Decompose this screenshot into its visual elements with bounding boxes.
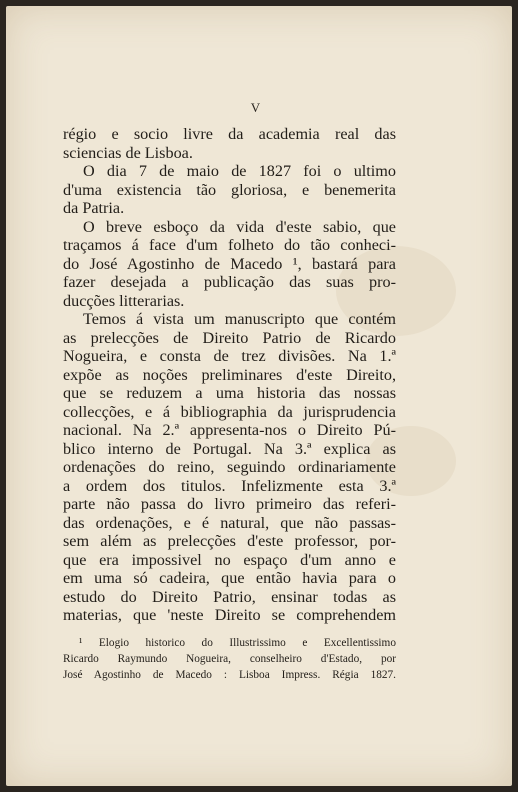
text-line: do José Agostinho de Macedo ¹, bastará para — [63, 254, 396, 273]
text-line: Nogueira, e consta de trez divisões. Na 1.ª — [63, 347, 396, 365]
book-page — [6, 6, 512, 786]
text-line: traçamos á face d'um folheto do tão conheci- — [63, 236, 396, 254]
text-line: estudo do Direito Patrio, ensinar todas as — [63, 587, 396, 606]
text-line: nacional. Na 2.ª appresenta-nos o Direito Pú- — [63, 421, 396, 439]
text-line: ordenações do reino, seguindo ordinariamente — [63, 458, 396, 476]
text-line: materias, que 'neste Direito se comprehendem — [63, 606, 396, 624]
text-line: sem além as prelecções d'este professor, por- — [63, 532, 396, 550]
text-line: d'uma existencia tão gloriosa, e benemerita — [63, 180, 396, 199]
text-line: expõe as noções preliminares d'este Direito, — [63, 365, 396, 384]
text-line: as prelecções de Direito Patrio de Ricardo — [63, 328, 396, 347]
text-line: a ordem dos titulos. Infelizmente esta 3.ª — [63, 476, 396, 495]
text-line: que era impossivel no espaço d'um anno e — [63, 550, 396, 569]
footnote-line: ¹ Elogio historico do Illustrissimo e Excellentissimo — [79, 637, 396, 649]
footnote — [63, 635, 396, 683]
text-line: régio e socio livre da academia real das — [63, 125, 396, 143]
text-line: fazer desejada a publicação das suas pro- — [63, 273, 396, 291]
body-text — [63, 125, 396, 625]
text-line: Temos á vista um manuscripto que contém — [83, 310, 396, 328]
footnote-line: Ricardo Raymundo Nogueira, conselheiro d'Estado, por — [63, 653, 396, 665]
text-line: blico interno de Portugal. Na 3.ª explica as — [63, 439, 396, 458]
text-line: O dia 7 de maio de 1827 foi o ultimo — [83, 162, 396, 180]
text-line: O breve esboço da vida d'este sabio, que — [83, 217, 396, 236]
text-line: sciencias de Lisboa. — [63, 143, 193, 162]
text-line: da Patria. — [63, 199, 125, 217]
footnote-line: José Agostinho de Macedo : Lisboa Impress. Régia 1827. — [63, 669, 396, 681]
text-line: das ordenações, e é natural, que não passas- — [63, 513, 396, 532]
text-line: parte não passa do livro primeiro das referi- — [63, 495, 396, 513]
text-line: ducções litterarias. — [63, 291, 185, 310]
text-line: que se reduzem a uma historia das nossas — [63, 384, 396, 402]
page-number: V — [250, 100, 262, 115]
text-line: collecções, e á bibliographia da jurisprudencia — [63, 402, 396, 421]
text-line: em uma só cadeira, que então havia para o — [63, 569, 396, 587]
